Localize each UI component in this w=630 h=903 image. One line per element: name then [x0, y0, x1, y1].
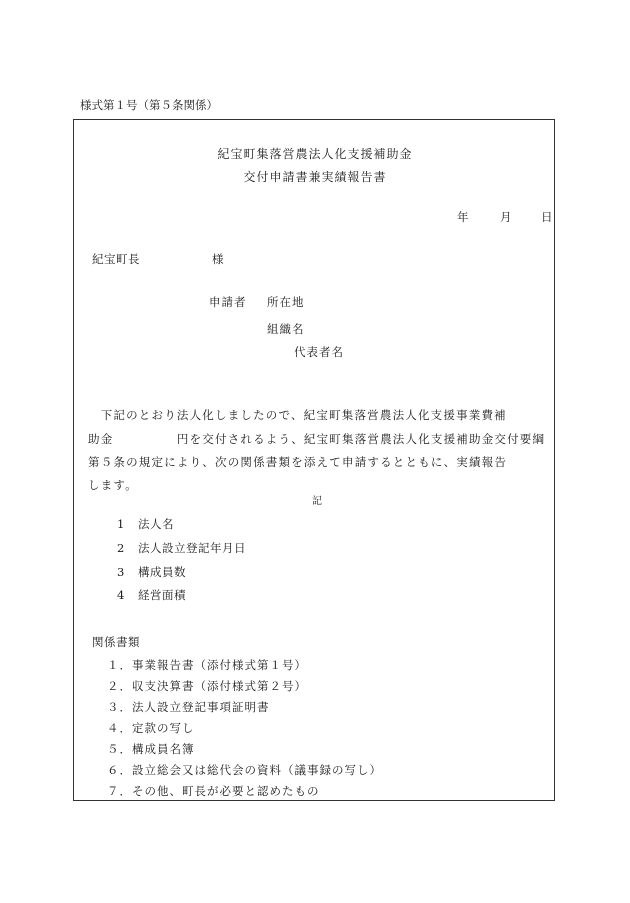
item-number: 1 [117, 517, 125, 531]
body-text-line: 助金 円を交付されるよう、紀宝町集落営農法人化支援補助金交付要綱 [88, 432, 546, 446]
related-doc-item: ７．その他、町長が必要と認めたもの [107, 784, 320, 798]
body-text-line: します。 [88, 478, 138, 492]
document-title-line1: 紀宝町集落営農法人化支援補助金 [217, 147, 413, 161]
item-number: 3 [117, 565, 125, 579]
item-label: 法人設立登記年月日 [138, 541, 246, 555]
body-text-line: 下記のとおり法人化しましたので、紀宝町集落営農法人化支援事業費補 [88, 408, 507, 422]
applicant-representative-label: 代表者名 [294, 345, 344, 359]
date-month: 月 [500, 210, 512, 224]
applicant-label: 申請者 [209, 295, 247, 309]
applicant-organization-label: 組織名 [267, 322, 305, 336]
addressee-name: 紀宝町長 [92, 252, 140, 266]
document-title-line2: 交付申請書兼実績報告書 [243, 170, 387, 184]
ki-marker: 記 [312, 496, 322, 507]
related-doc-item: ６．設立総会又は総代会の資料（議事録の写し） [107, 763, 382, 777]
applicant-address-label: 所在地 [267, 295, 305, 309]
form-number: 様式第１号（第５条関係） [80, 98, 218, 112]
related-docs-heading: 関係書類 [92, 635, 140, 649]
item-number: 2 [117, 541, 125, 555]
related-doc-item: １．事業報告書（添付様式第１号） [107, 658, 307, 672]
date-year: 年 [457, 210, 469, 224]
related-doc-item: ２．収支決算書（添付様式第２号） [107, 679, 307, 693]
item-label: 法人名 [138, 517, 174, 531]
item-label: 構成員数 [138, 565, 186, 579]
item-number: 4 [117, 588, 125, 602]
item-label: 経営面積 [138, 588, 186, 602]
related-doc-item: ３．法人設立登記事項証明書 [107, 700, 270, 714]
date-day: 日 [541, 210, 553, 224]
addressee-honorific: 様 [212, 252, 224, 266]
related-doc-item: ５．構成員名簿 [107, 742, 195, 756]
body-text-line: 第５条の規定により、次の関係書類を添えて申請するとともに、実績報告 [88, 455, 508, 469]
related-doc-item: ４．定款の写し [107, 721, 195, 735]
